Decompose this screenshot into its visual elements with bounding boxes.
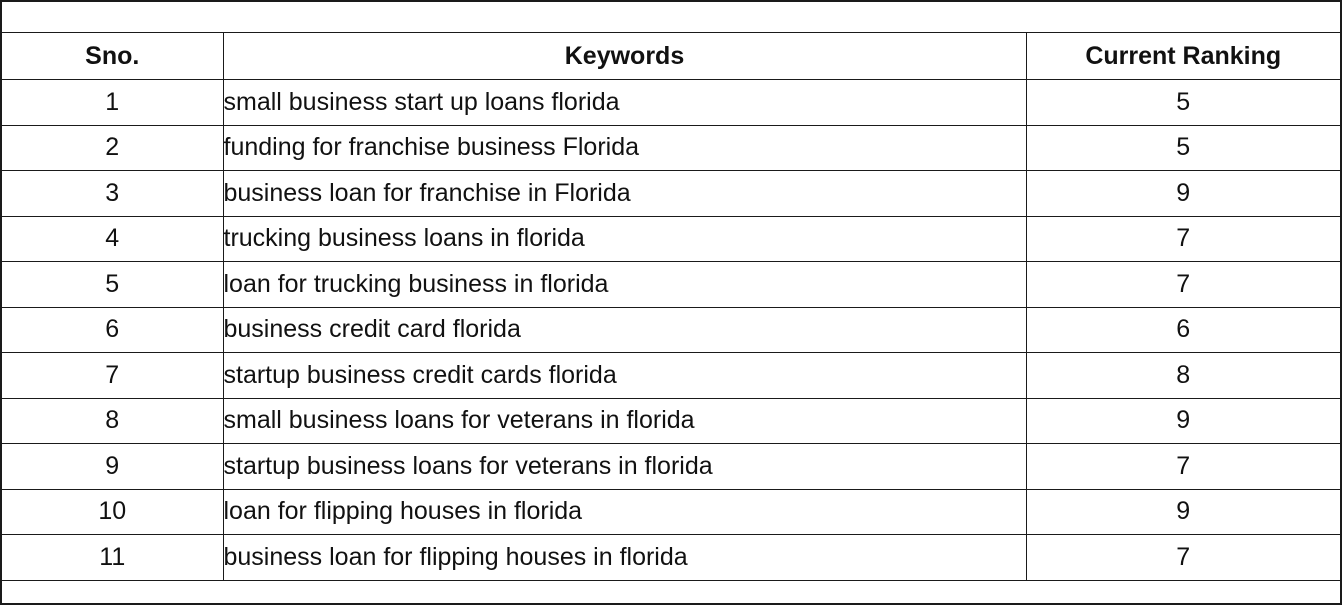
table-row xyxy=(2,262,1340,308)
table-row xyxy=(2,398,1340,444)
cell-keyword: loan for flipping houses in florida xyxy=(223,489,1026,535)
cell-keyword: business credit card florida xyxy=(223,307,1026,353)
cell-keyword: loan for trucking business in florida xyxy=(223,262,1026,308)
cell-sno: 1 xyxy=(2,80,223,126)
cell-sno: 2 xyxy=(2,125,223,171)
table-row xyxy=(2,489,1340,535)
cell-ranking: 5 xyxy=(1026,125,1340,171)
cell-keyword: small business loans for veterans in florida xyxy=(223,398,1026,444)
keyword-ranking-table xyxy=(2,32,1340,581)
table-row xyxy=(2,80,1340,126)
column-header-keywords: Keywords xyxy=(223,33,1026,80)
cell-sno: 4 xyxy=(2,216,223,262)
cell-ranking: 6 xyxy=(1026,307,1340,353)
cell-ranking: 7 xyxy=(1026,444,1340,490)
cell-keyword: business loan for flipping houses in florida xyxy=(223,535,1026,581)
column-header-sno: Sno. xyxy=(2,33,223,80)
cell-sno: 9 xyxy=(2,444,223,490)
cell-sno: 7 xyxy=(2,353,223,399)
cell-keyword: business loan for franchise in Florida xyxy=(223,171,1026,217)
cell-ranking: 7 xyxy=(1026,262,1340,308)
cell-sno: 8 xyxy=(2,398,223,444)
cell-keyword: small business start up loans florida xyxy=(223,80,1026,126)
table-row xyxy=(2,307,1340,353)
table-top-margin xyxy=(2,2,1340,31)
cell-keyword: funding for franchise business Florida xyxy=(223,125,1026,171)
table-row xyxy=(2,353,1340,399)
table-row xyxy=(2,216,1340,262)
cell-ranking: 9 xyxy=(1026,171,1340,217)
cell-sno: 10 xyxy=(2,489,223,535)
cell-keyword: trucking business loans in florida xyxy=(223,216,1026,262)
cell-sno: 5 xyxy=(2,262,223,308)
cell-ranking: 5 xyxy=(1026,80,1340,126)
cell-sno: 6 xyxy=(2,307,223,353)
table-body xyxy=(2,80,1340,581)
column-header-current-ranking: Current Ranking xyxy=(1026,33,1340,80)
table-row xyxy=(2,444,1340,490)
table-row xyxy=(2,171,1340,217)
table-row xyxy=(2,125,1340,171)
cell-sno: 3 xyxy=(2,171,223,217)
cell-sno: 11 xyxy=(2,535,223,581)
cell-ranking: 8 xyxy=(1026,353,1340,399)
table-header-row xyxy=(2,33,1340,80)
cell-ranking: 9 xyxy=(1026,398,1340,444)
cell-ranking: 7 xyxy=(1026,216,1340,262)
cell-ranking: 9 xyxy=(1026,489,1340,535)
cell-ranking: 7 xyxy=(1026,535,1340,581)
table-row xyxy=(2,535,1340,581)
cell-keyword: startup business loans for veterans in florida xyxy=(223,444,1026,490)
cell-keyword: startup business credit cards florida xyxy=(223,353,1026,399)
